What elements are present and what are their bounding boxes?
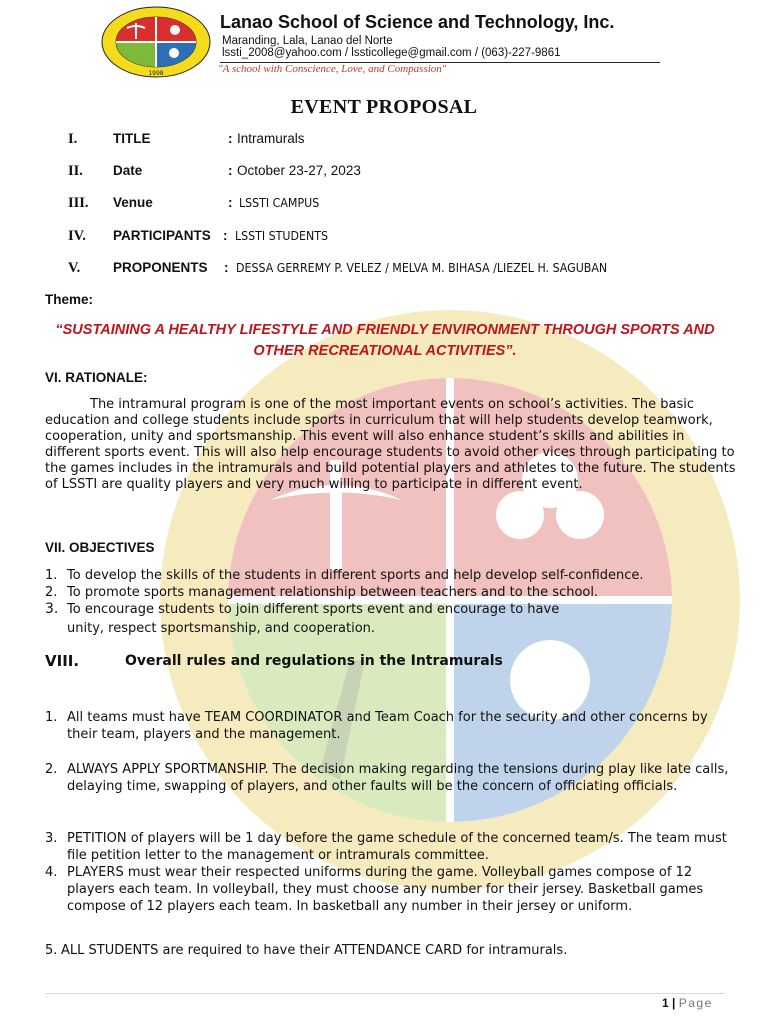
rule-number: 5. xyxy=(45,943,58,958)
objective-text-continued: unity, respect sportsmanship, and cooperation. xyxy=(67,621,376,636)
page-number xyxy=(662,996,713,1010)
rules-number: VIII. xyxy=(45,652,80,670)
field-label: TITLE xyxy=(113,131,151,146)
objective-number: 1. xyxy=(45,568,58,583)
rule-number: 2. xyxy=(45,762,58,777)
letterhead xyxy=(100,6,660,78)
logo-year: 1998 xyxy=(148,70,164,77)
field-number: V. xyxy=(68,260,81,276)
school-address: Maranding, Lala, Lanao del Norte xyxy=(222,35,393,47)
objective-text: To encourage students to join different sports event and encourage to have xyxy=(67,602,560,617)
document-title: EVENT PROPOSAL xyxy=(290,96,478,118)
rule-item xyxy=(45,865,735,915)
field-label: Venue xyxy=(113,195,153,210)
field-label: Date xyxy=(113,163,143,178)
theme-text: “SUSTAINING A HEALTHY LIFESTYLE AND FRIENDLY ENVIRONMENT THROUGH SPORTS AND OTHER RECREATIONAL ACTIVITIES”. xyxy=(55,322,715,359)
page-number-value: 1 xyxy=(662,996,669,1010)
rule-item xyxy=(45,831,735,865)
page-separator: | xyxy=(672,996,676,1010)
objective-text: To develop the skills of the students in different sports and help develop self-confidence. xyxy=(67,568,644,583)
school-contacts: lssti_2008@yahoo.com / lssticollege@gmail.com / (063)-227-9861 xyxy=(222,47,561,59)
rule-text: ALL STUDENTS are required to have their ATTENDANCE CARD for intramurals. xyxy=(61,943,568,958)
field-value: LSSTI STUDENTS xyxy=(235,229,329,243)
school-motto: "A school with Conscience, Love, and Compassion" xyxy=(218,63,447,75)
field-number: IV. xyxy=(68,228,86,244)
objective-number: 2. xyxy=(45,585,58,600)
field-colon: : xyxy=(228,131,233,146)
field-number: III. xyxy=(68,195,89,211)
field-value: October 23-27, 2023 xyxy=(237,163,361,178)
field-value: Intramurals xyxy=(237,131,305,146)
rule-item xyxy=(45,710,735,744)
objective-item xyxy=(45,567,644,584)
objectives-heading: VII. OBJECTIVES xyxy=(45,540,155,555)
objective-number: 3. xyxy=(45,601,59,617)
rule-text: ALWAYS APPLY SPORTMANSHIP. The decision making regarding the tensions during play like late calls, delaying time, swapping of players, and other faults will be the concern of officiating officials. xyxy=(67,762,729,794)
footer-rule xyxy=(45,993,725,994)
field-label: PROPONENTS xyxy=(113,260,208,275)
field-colon: : xyxy=(224,260,229,275)
field-value: LSSTI CAMPUS xyxy=(239,196,320,210)
rationale-paragraph: The intramural program is one of the most important events on school’s activities. The basic education and college students include sports in curriculum that will help students develop teamwork, cooperation, unity and sportsmanship. This event will also enhance student’s skills and abilities in different sports event. This will also help encourage students to avoid other vices through participating to the games includes in the intramurals and build potential players and athletes to the future. The students of LSSTI are quality players and very much willing to participate in different event. xyxy=(45,397,736,493)
rationale-heading: VI. RATIONALE: xyxy=(45,370,148,385)
field-number: II. xyxy=(68,163,83,179)
objective-text: To promote sports management relationship between teachers and to the school. xyxy=(67,585,599,600)
rule-number: 1. xyxy=(45,710,58,725)
objective-item xyxy=(45,584,598,601)
school-logo xyxy=(100,6,212,78)
school-name: Lanao School of Science and Technology, Inc. xyxy=(220,12,615,32)
field-label: PARTICIPANTS xyxy=(113,228,211,243)
field-number: I. xyxy=(68,131,78,147)
field-colon: : xyxy=(223,228,228,243)
rule-item xyxy=(45,943,735,960)
rule-item xyxy=(45,762,735,796)
rule-text: PETITION of players will be 1 day before the game schedule of the concerned team/s. The team must file petition letter to the management or intramurals committee. xyxy=(67,831,727,863)
rule-text: All teams must have TEAM COORDINATOR and Team Coach for the security and other concerns by their team, players and the management. xyxy=(67,710,708,742)
rule-text: PLAYERS must wear their respected uniforms during the game. Volleyball games compose of 12 players each team. In volleyball, they must choose any number for their jersey. Basketball games compose of 12 players each team. In basketball any number in their jersey or uniform. xyxy=(67,865,704,914)
rule-number: 4. xyxy=(45,865,58,880)
theme-label: Theme: xyxy=(45,292,94,307)
field-colon: : xyxy=(228,163,233,178)
page-word: Page xyxy=(678,996,713,1010)
field-value: DESSA GERREMY P. VELEZ / MELVA M. BIHASA /LIEZEL H. SAGUBAN xyxy=(236,261,608,275)
objective-item xyxy=(45,601,559,637)
rules-title: Overall rules and regulations in the Intramurals xyxy=(125,653,503,669)
rule-number: 3. xyxy=(45,831,58,846)
field-colon: : xyxy=(228,195,233,210)
